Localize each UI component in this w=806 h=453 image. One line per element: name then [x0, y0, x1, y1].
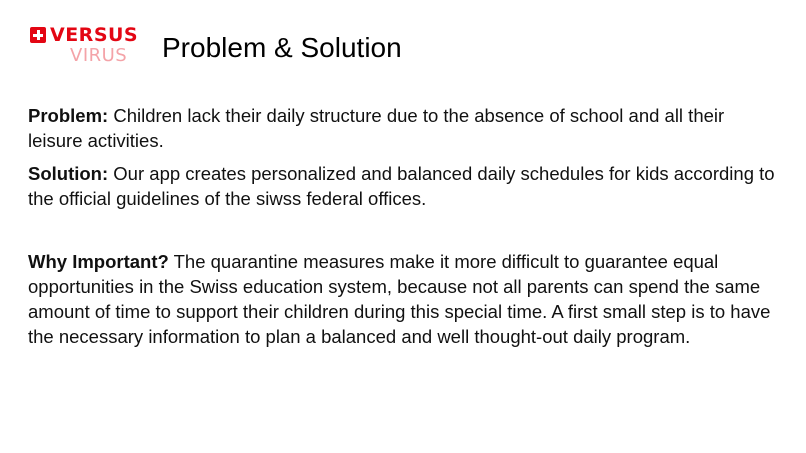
- slide-title: Problem & Solution: [162, 32, 402, 63]
- why-important-text: The quarantine measures make it more difficult to guarantee equal opportunities in the Swiss education system, because not all parents can spend the same amount of time to support their children during this special time. A first small step is to have the necessary information to plan a balanced and well thought-out daily program.: [28, 251, 771, 347]
- why-important-paragraph: [28, 249, 783, 349]
- solution-text: Our app creates personalized and balanced daily schedules for kids according to the official guidelines of the siwss federal offices.: [28, 163, 775, 209]
- problem-text: Children lack their daily structure due to the absence of school and all their leisure activities.: [28, 105, 725, 151]
- solution-label: Solution:: [28, 163, 109, 184]
- versus-virus-logo: [30, 24, 148, 70]
- logo-top-row: [30, 24, 138, 46]
- solution-paragraph: [28, 161, 783, 211]
- slide-body: [28, 103, 783, 349]
- logo-virus-text: VIRUS: [70, 45, 128, 66]
- swiss-cross-icon: [30, 27, 46, 43]
- why-important-label: Why Important?: [28, 251, 169, 272]
- logo-versus-text: VERSUS: [50, 24, 139, 46]
- problem-paragraph: [28, 103, 783, 153]
- problem-label: Problem:: [28, 105, 109, 126]
